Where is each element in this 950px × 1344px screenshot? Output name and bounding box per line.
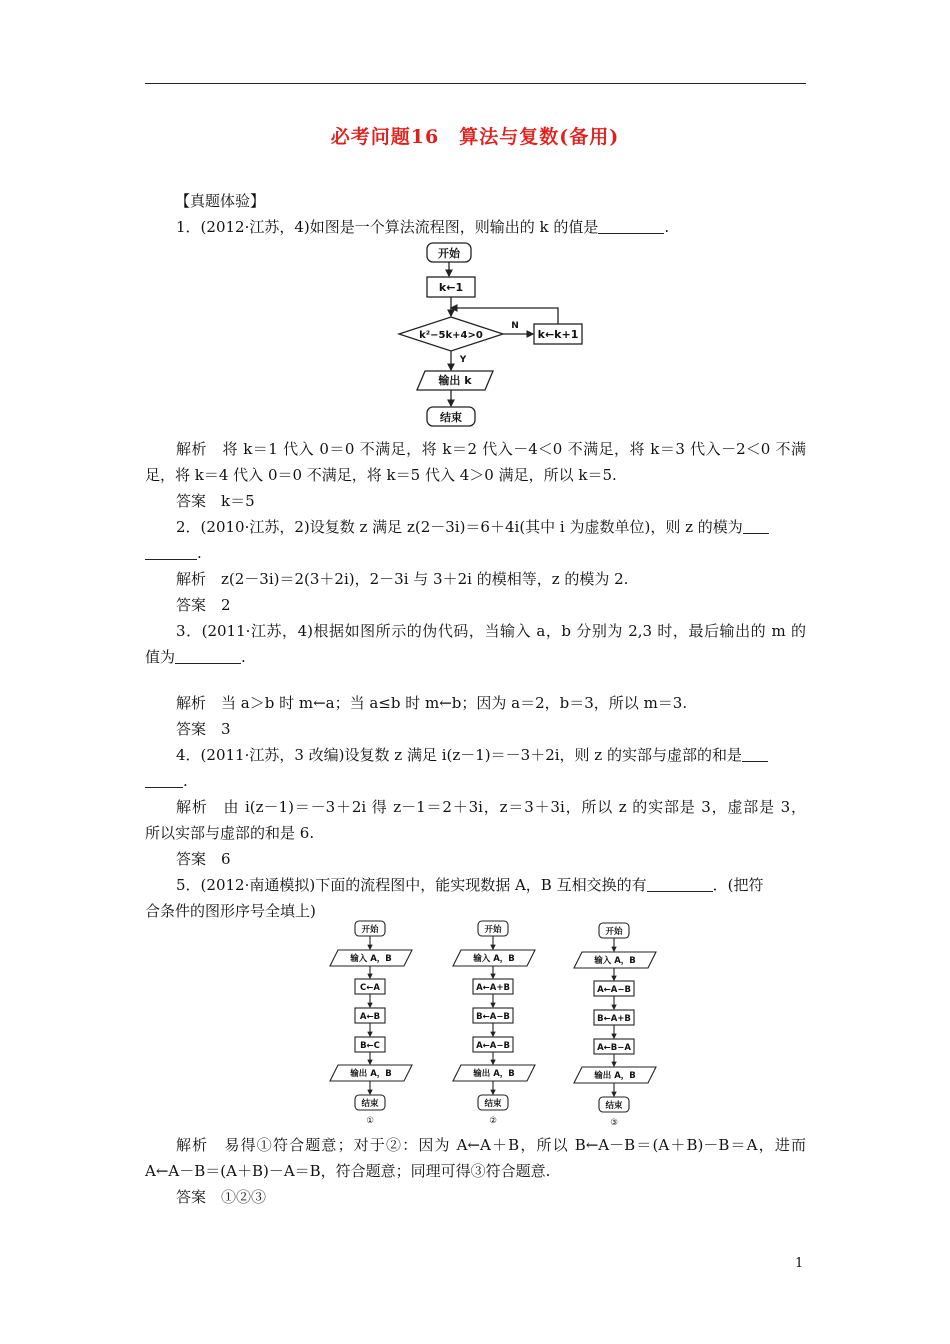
- svg-text:输出 A，B: 输出 A，B: [350, 1069, 392, 1079]
- flowchart-5-2: [453, 921, 535, 1126]
- svg-text:输出 A，B: 输出 A，B: [594, 1071, 636, 1081]
- answer-1: 答案 k＝5: [176, 492, 255, 510]
- solution-1-line-2: 足，将 k＝4 代入 0＝0 不满足，将 k＝5 代入 4＞0 满足，所以 k＝5.: [145, 466, 617, 484]
- flowchart-5-1: [330, 921, 412, 1126]
- svg-text:③: ③: [610, 1118, 618, 1128]
- question-1: 1．(2012·江苏，4)如图是一个算法流程图，则输出的 k 的值是 .: [176, 218, 670, 236]
- page-number: 1: [795, 1256, 804, 1271]
- start-label: 开始: [438, 247, 460, 260]
- header-rule: [145, 83, 806, 84]
- question-4: 4．(2011·江苏，3 改编)设复数 z 满足 i(z－1)＝－3＋2i，则 z 的实部与虚部的和是: [145, 742, 806, 768]
- output-label: 输出 k: [438, 374, 472, 387]
- svg-text:结束: 结束: [605, 1101, 623, 1111]
- init-label: k←1: [438, 281, 464, 294]
- flowcharts-5: [320, 915, 670, 1135]
- question-2: 2．(2010·江苏，2)设复数 z 满足 z(2－3i)＝6＋4i(其中 i 为虚数单位)，则 z 的模为: [145, 514, 806, 540]
- svg-text:输入 A，B: 输入 A，B: [473, 954, 515, 964]
- solution-5-line-1: 解析 易得①符合题意；对于②：因为 A←A＋B，所以 B←A－B＝(A＋B)－B＝A，进而: [176, 1136, 806, 1154]
- svg-text:开始: 开始: [361, 925, 379, 935]
- svg-text:开始: 开始: [605, 927, 623, 937]
- update-label: k←k+1: [537, 328, 579, 341]
- answer-4: 答案 6: [176, 850, 231, 868]
- svg-text:开始: 开始: [484, 925, 502, 935]
- svg-text:②: ②: [489, 1116, 497, 1126]
- svg-text:B←A+B: B←A+B: [597, 1014, 631, 1024]
- question-4-blank: .: [145, 768, 806, 794]
- solution-3: 解析 当 a＞b 时 m←a；当 a≤b 时 m←b；因为 a＝2，b＝3，所以 m＝3.: [176, 694, 688, 712]
- answer-2: 答案 2: [176, 596, 231, 614]
- svg-text:输入 A，B: 输入 A，B: [594, 956, 636, 966]
- svg-text:B←A−B: B←A−B: [476, 1012, 510, 1022]
- answer-3: 答案 3: [176, 720, 231, 738]
- flowchart-5-3: [574, 923, 656, 1128]
- solution-2: 解析 z(2－3i)＝2(3＋2i)，2－3i 与 3＋2i 的模相等，z 的模为 2.: [176, 570, 629, 588]
- condition-label: k²−5k+4>0: [419, 330, 483, 341]
- page-title: 必考问题16 算法与复数(备用): [330, 126, 620, 148]
- yes-label: Y: [459, 355, 467, 365]
- question-3-line-2: 值为 .: [145, 648, 246, 666]
- question-3-line-1: 3．(2011·江苏，4)根据如图所示的伪代码，当输入 a，b 分别为 2,3 时，最后输出的 m 的: [176, 622, 806, 640]
- answer-5: 答案 ①②③: [176, 1188, 267, 1206]
- solution-1-line-1: 解析 将 k＝1 代入 0＝0 不满足，将 k＝2 代入－4＜0 不满足，将 k＝3 代入－2＜0 不满: [176, 440, 806, 458]
- section-heading: 【真题体验】: [175, 192, 266, 210]
- solution-4-line-1: 解析 由 i(z－1)＝－3＋2i 得 z－1＝2＋3i，z＝3＋3i，所以 z 的实部是 3，虚部是 3，: [176, 798, 806, 816]
- svg-text:A←A−B: A←A−B: [597, 985, 631, 995]
- svg-text:输入 A，B: 输入 A，B: [350, 954, 392, 964]
- svg-text:输出 A，B: 输出 A，B: [473, 1069, 515, 1079]
- svg-text:A←B−A: A←B−A: [597, 1043, 631, 1053]
- solution-4-line-2: 所以实部与虚部的和是 6.: [145, 824, 315, 842]
- svg-text:B←C: B←C: [360, 1041, 380, 1051]
- solution-5-line-2: A←A－B＝(A＋B)－A＝B，符合题意；同理可得③符合题意.: [145, 1162, 551, 1180]
- question-5-line-2: 合条件的图形序号全填上): [145, 902, 316, 920]
- no-label: N: [511, 321, 519, 331]
- question-2-blank: .: [145, 540, 806, 566]
- flowchart-1: [395, 240, 595, 430]
- svg-text:A←A+B: A←A+B: [476, 983, 510, 993]
- svg-text:A←A−B: A←A−B: [476, 1041, 510, 1051]
- svg-text:C←A: C←A: [360, 983, 380, 993]
- svg-text:A←B: A←B: [359, 1012, 381, 1022]
- svg-text:结束: 结束: [484, 1099, 502, 1109]
- end-label: 结束: [440, 411, 462, 424]
- svg-text:结束: 结束: [361, 1099, 379, 1109]
- svg-text:①: ①: [366, 1116, 374, 1126]
- question-5-line-1: 5．(2012·南通模拟)下面的流程图中，能实现数据 A，B 互相交换的有 ．(把符: [176, 876, 764, 894]
